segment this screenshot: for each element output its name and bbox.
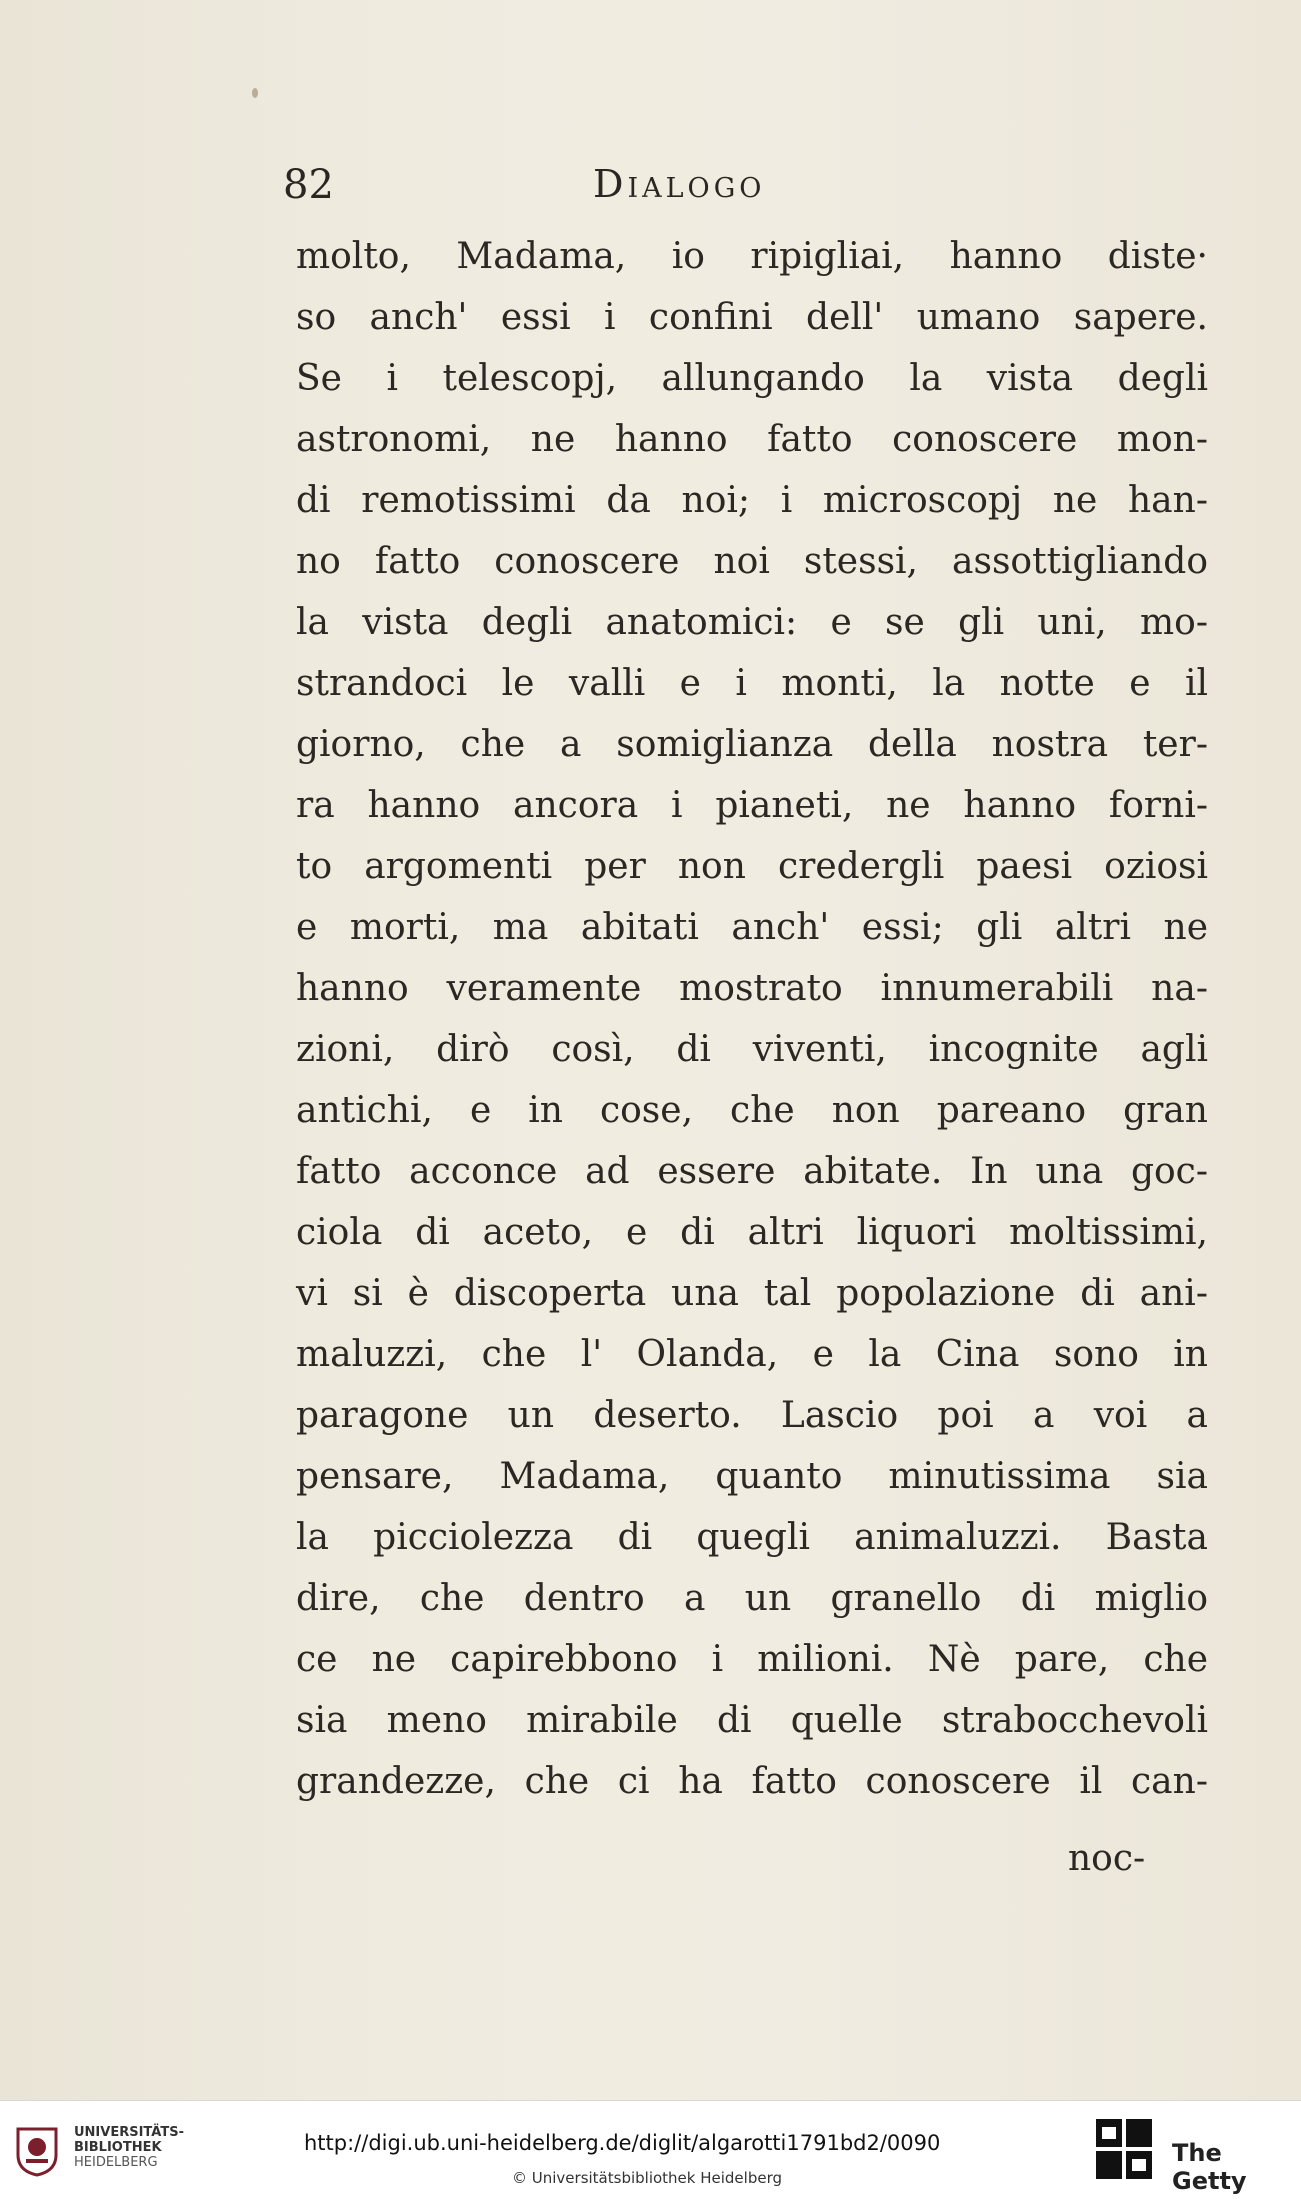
partner-name: The Getty — [1172, 2139, 1247, 2195]
university-line: HEIDELBERG — [74, 2155, 158, 2170]
text-line: sia meno mirabile di quelle strabocchevoli — [296, 1700, 1208, 1741]
university-line: BIBLIOTHEK — [74, 2140, 162, 2155]
text-line: la vista degli anatomici: e se gli uni, mo- — [296, 602, 1208, 643]
text-line: no fatto conoscere noi stessi, assottigliando — [296, 541, 1208, 582]
text-line: strandoci le valli e i monti, la notte e il — [296, 663, 1208, 704]
running-head-title: Dialogo — [593, 162, 766, 206]
university-seal-icon — [14, 2125, 60, 2177]
text-line: di remotissimi da noi; i microscopj ne han- — [296, 480, 1208, 521]
university-line: UNIVERSITÄTS- — [74, 2125, 184, 2140]
copyright-notice: © Universitätsbibliothek Heidelberg — [512, 2169, 783, 2187]
text-line: antichi, e in cose, che non pareano gran — [296, 1090, 1208, 1131]
text-line: Se i telescopj, allungando la vista degli — [296, 358, 1208, 399]
text-line: pensare, Madama, quanto minutissima sia — [296, 1456, 1208, 1497]
getty-logo-icon — [1094, 2117, 1154, 2181]
page-number: 82 — [283, 162, 334, 208]
text-line: e morti, ma abitati anch' essi; gli altri ne — [296, 907, 1208, 948]
text-line: molto, Madama, io ripigliai, hanno diste· — [296, 236, 1208, 277]
running-head — [283, 162, 923, 222]
text-line: la picciolezza di quegli animaluzzi. Basta — [296, 1517, 1208, 1558]
text-line: astronomi, ne hanno fatto conoscere mon- — [296, 419, 1208, 460]
text-line: grandezze, che ci ha fatto conoscere il can- — [296, 1761, 1208, 1802]
text-line: hanno veramente mostrato innumerabili na- — [296, 968, 1208, 1009]
university-name — [74, 2125, 184, 2170]
text-line: dire, che dentro a un granello di miglio — [296, 1578, 1208, 1619]
text-line: vi si è discoperta una tal popolazione di ani- — [296, 1273, 1208, 1314]
catchword: noc- — [1068, 1838, 1146, 1879]
viewer-footer — [0, 2100, 1301, 2199]
paper-speck — [252, 88, 258, 98]
text-line: giorno, che a somiglianza della nostra ter- — [296, 724, 1208, 765]
text-line: maluzzi, che l' Olanda, e la Cina sono in — [296, 1334, 1208, 1375]
text-line: ra hanno ancora i pianeti, ne hanno forni- — [296, 785, 1208, 826]
text-line: zioni, dirò così, di viventi, incognite agli — [296, 1029, 1208, 1070]
text-line: ciola di aceto, e di altri liquori moltissimi, — [296, 1212, 1208, 1253]
text-line: to argomenti per non credergli paesi oziosi — [296, 846, 1208, 887]
text-line: so anch' essi i confini dell' umano sapere. — [296, 297, 1208, 338]
body-text — [296, 226, 1208, 1812]
text-line: paragone un deserto. Lascio poi a voi a — [296, 1395, 1208, 1436]
permalink-url[interactable]: http://digi.ub.uni-heidelberg.de/diglit/algarotti1791bd2/0090 — [304, 2131, 941, 2155]
text-line: fatto acconce ad essere abitate. In una goc- — [296, 1151, 1208, 1192]
text-line: ce ne capirebbono i milioni. Nè pare, che — [296, 1639, 1208, 1680]
